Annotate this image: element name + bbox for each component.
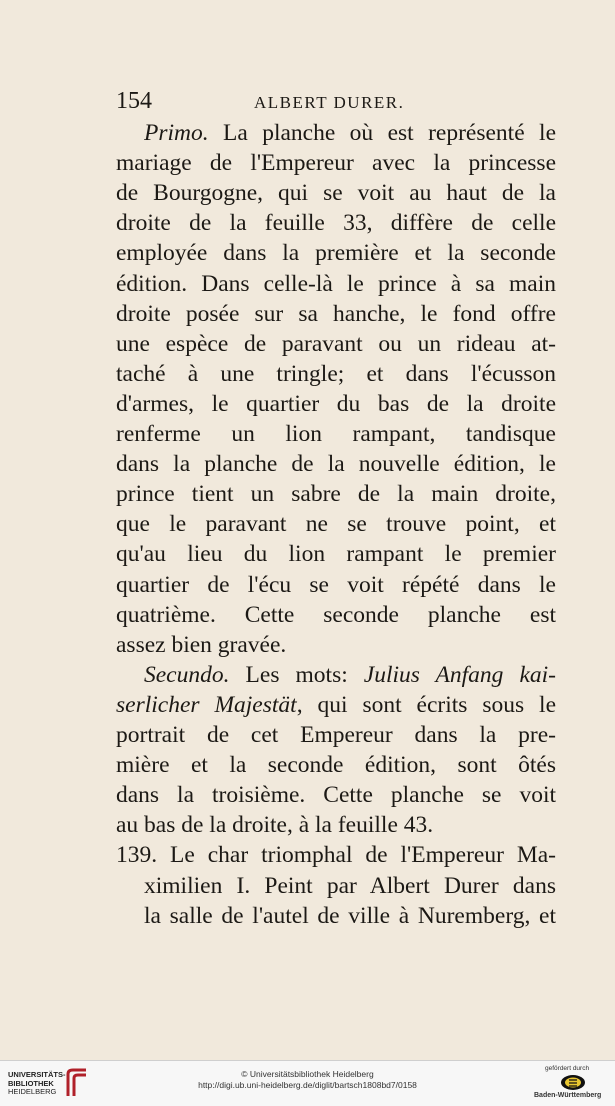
text-line: employée dans la première et la seconde: [116, 240, 556, 267]
source-url[interactable]: http://digi.ub.uni-heidelberg.de/diglit/bartsch1808bd7/0158: [198, 1080, 417, 1090]
text-line: quatrième. Cette seconde planche est: [116, 601, 556, 628]
text-line: serlicher Majestät, qui sont écrits sous le: [116, 691, 556, 718]
text-line: mière et la seconde édition, sont ôtés: [116, 752, 556, 779]
text-line: une espèce de paravant ou un rideau at-: [116, 330, 556, 357]
text-line: portrait de cet Empereur dans la pre-: [116, 722, 556, 748]
text-line: Secundo. Les mots: Julius Anfang kai-: [144, 661, 556, 688]
copyright-text: © Universitätsbibliothek Heidelberg: [241, 1069, 374, 1079]
funded-by-label: gefördert durch: [545, 1065, 590, 1072]
text-line: d'armes, le quartier du bas de la droite: [116, 390, 556, 417]
text-line: la salle de l'autel de ville à Nuremberg, et: [144, 902, 556, 929]
text-line: prince tient un sabre de la main droite,: [116, 481, 556, 508]
text-line: Primo. La planche où est représenté le: [144, 120, 556, 146]
text-line: quartier de l'écu se voit répété dans le: [116, 571, 556, 598]
page-number: 154: [116, 88, 152, 114]
text-line: édition. Dans celle-là le prince à sa main: [116, 270, 556, 297]
text-line: droite de la feuille 33, diffère de celle: [116, 210, 556, 237]
text-line: droite posée sur sa hanche, le fond offre: [116, 300, 556, 327]
text-line: 139. Le char triomphal de l'Empereur Ma-: [116, 842, 556, 869]
text-line: mariage de l'Empereur avec la princesse: [116, 150, 556, 177]
text-line: ximilien I. Peint par Albert Durer dans: [144, 872, 556, 899]
text-line: assez bien gravée.: [116, 631, 287, 658]
text-line: de Bourgogne, qui se voit au haut de la: [116, 180, 556, 207]
text-line: renferme un lion rampant, tandisque: [116, 421, 556, 447]
funder-name: Baden-Württemberg: [534, 1092, 602, 1099]
text-line: dans la planche de la nouvelle édition, le: [116, 451, 556, 478]
text-line: dans la troisième. Cette planche se voit: [116, 782, 556, 809]
running-header: [116, 88, 556, 118]
footer-bar: [0, 1060, 615, 1106]
text-line: qu'au lieu du lion rampant le premier: [116, 541, 556, 568]
baden-wuerttemberg-emblem-icon: [560, 1074, 586, 1091]
running-title: ALBERT DURER.: [254, 93, 405, 112]
text-line: taché à une tringle; et dans l'écusson: [116, 360, 556, 387]
text-line: que le paravant ne se trouve point, et: [116, 511, 556, 538]
library-logo-text[interactable]: UNIVERSITÄTS- BIBLIOTHEK HEIDELBERG: [8, 1070, 66, 1096]
text-line: au bas de la droite, à la feuille 43.: [116, 812, 434, 839]
